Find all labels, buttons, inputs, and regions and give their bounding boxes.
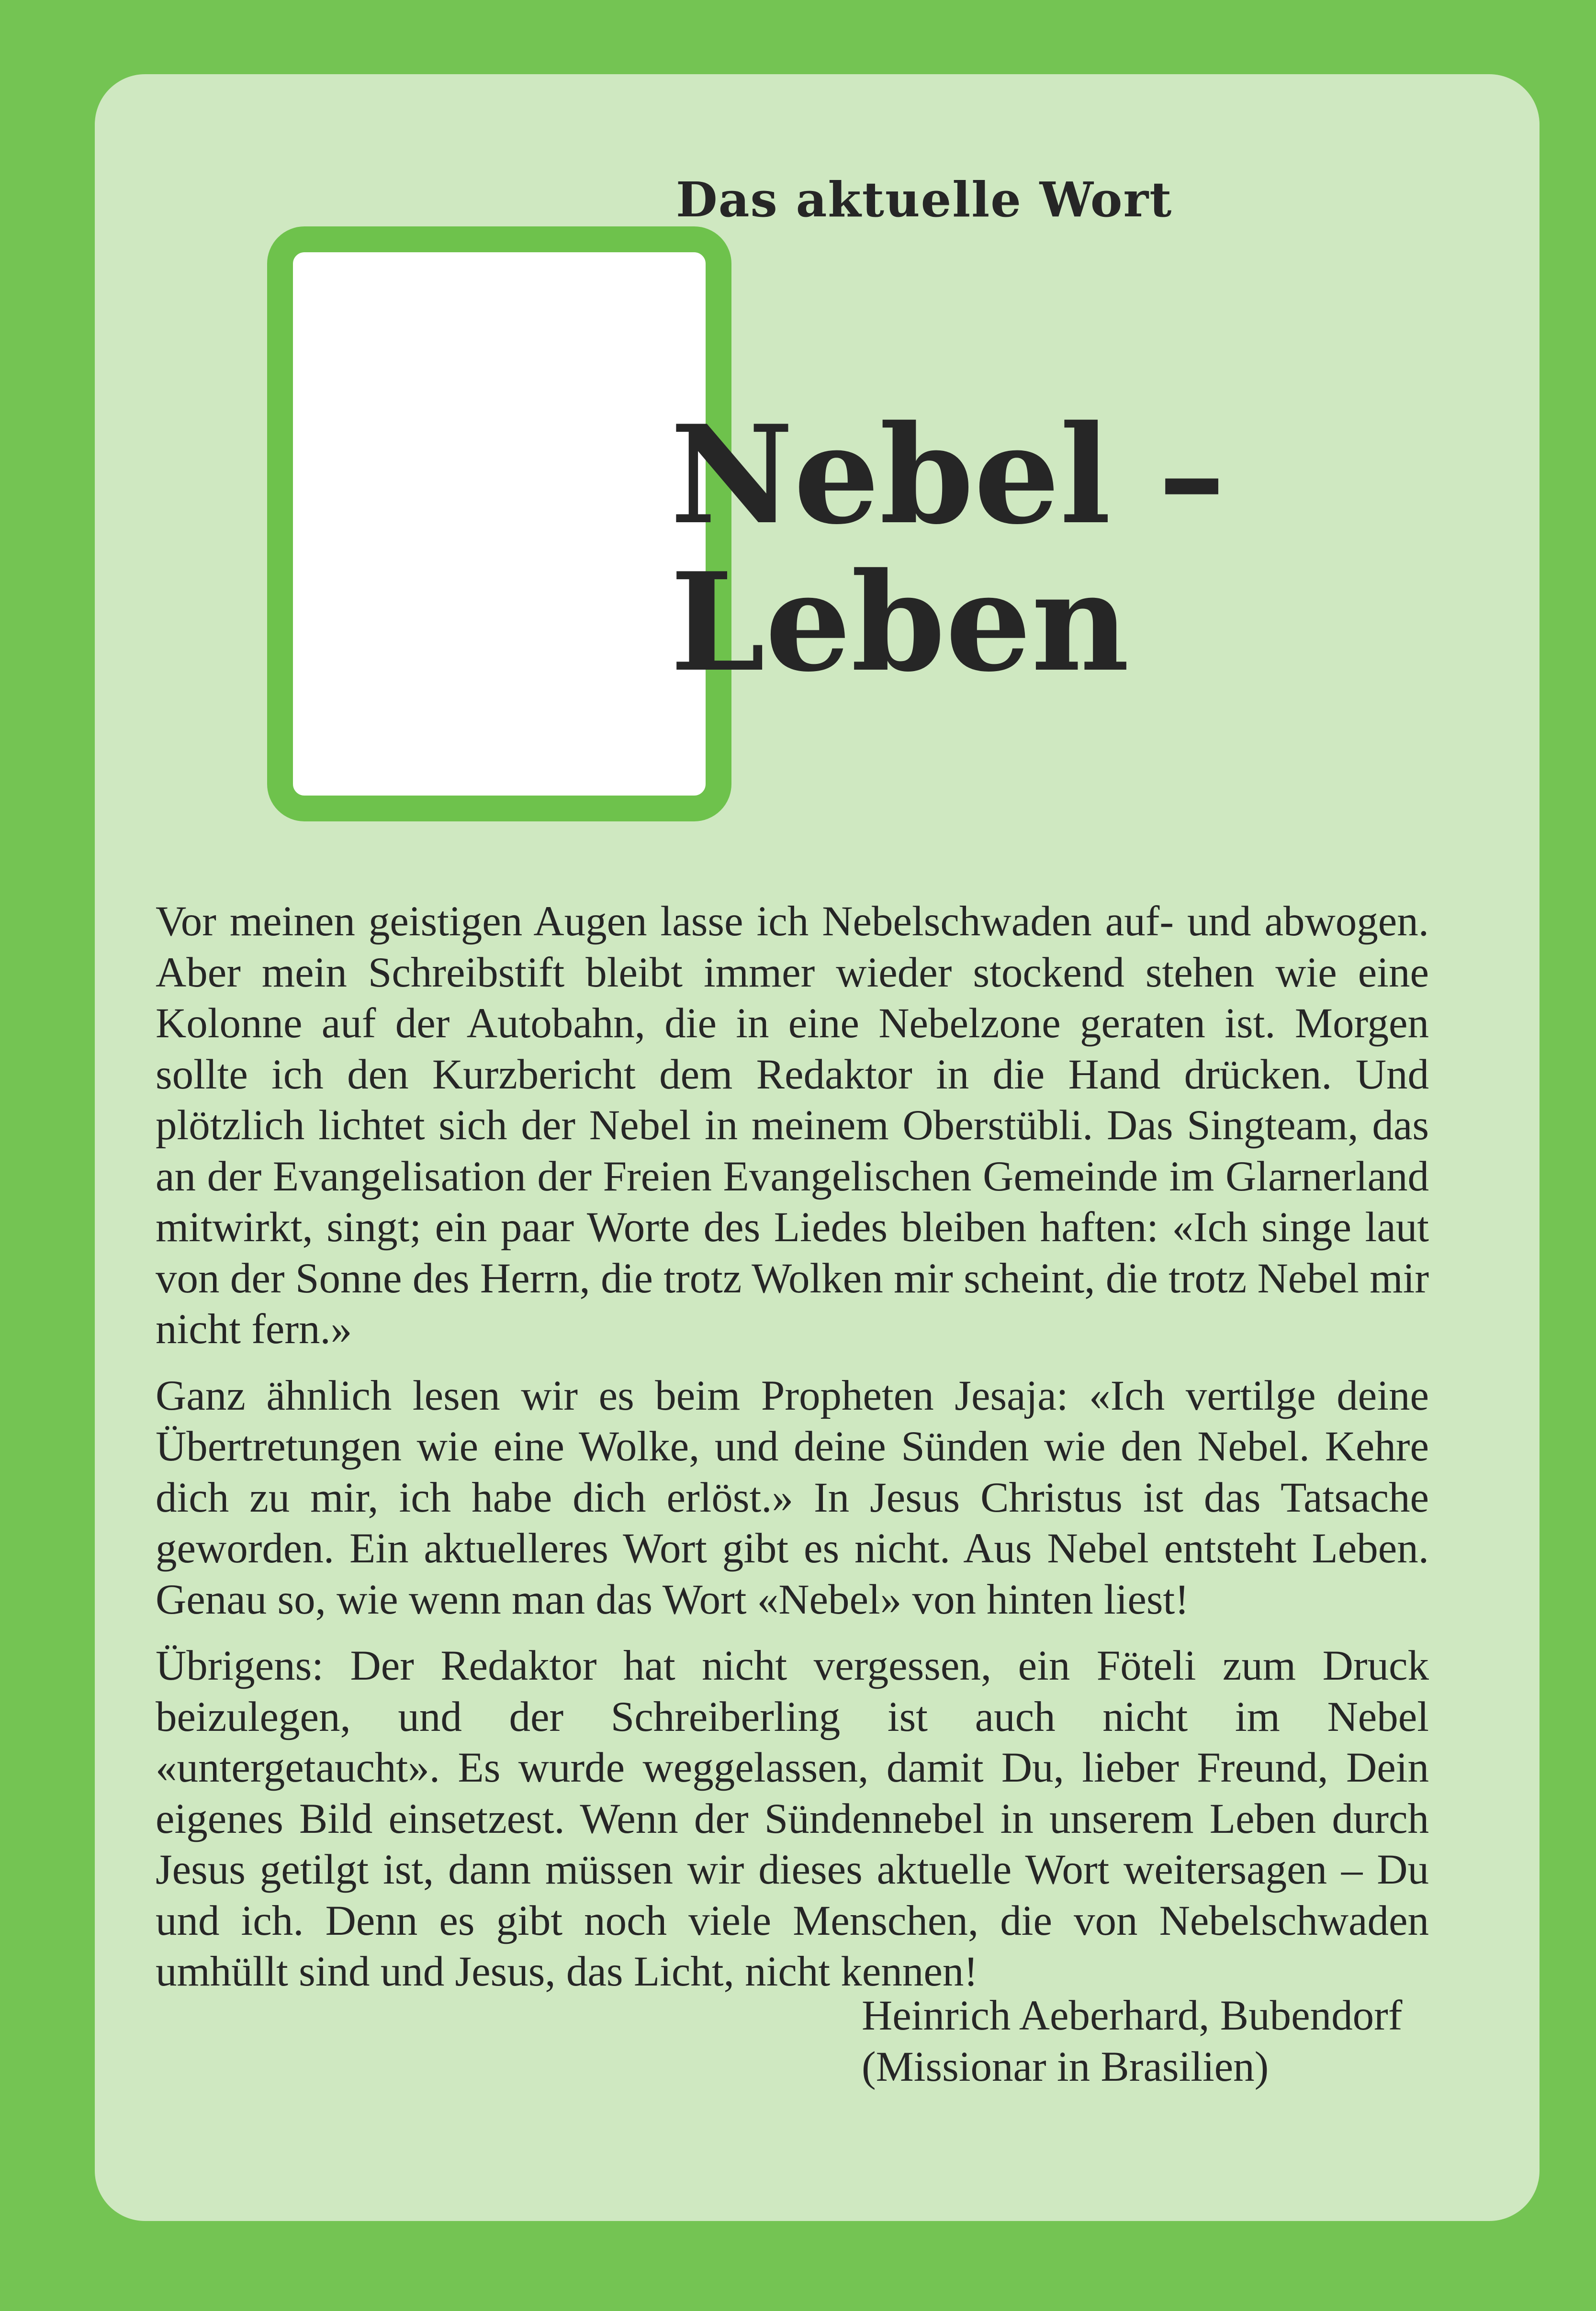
author-signature xyxy=(862,1990,1402,2092)
paragraph-2: Ganz ähnlich lesen wir es beim Propheten Jesaja: «Ich vertilge deine Übertretungen wie eine Wolke, und deine Sünden wie den Nebel. Kehre dich zu mir, ich habe dich erlöst.» In Jesus Christus ist das Tatsache geworden. Ein aktuelleres Wort gibt es nicht. Aus Nebel entsteht Leben. Genau so, wie wenn man das Wort «Nebel» von hinten liest! xyxy=(156,1372,1429,1623)
paragraph-1: Vor meinen geistigen Augen lasse ich Nebelschwaden auf- und abwogen. Aber mein Schreibstift bleibt immer wieder stockend stehen wie eine Kolonne auf der Autobahn, die in eine Nebelzone geraten ist. Morgen sollte ich den Kurzbericht dem Redaktor in die Hand drücken. Und plötzlich lichtet sich der Nebel in meinem Oberstübli. Das Singteam, das an der Evangelisation der Freien Evangelischen Gemeinde im Glarnerland mitwirkt, singt; ein paar Worte des Liedes bleiben haften: «Ich singe laut von der Sonne des Herrn, die trotz Wolken mir scheint, die trotz Nebel mir nicht fern.» xyxy=(156,898,1429,1353)
article-title xyxy=(670,395,1245,702)
article-body xyxy=(156,896,1429,2013)
author-role: (Missionar in Brasilien) xyxy=(862,2043,1269,2090)
author-name: Heinrich Aeberhard, Bubendorf xyxy=(862,1992,1403,2039)
empty-photo-frame xyxy=(267,226,731,821)
paragraph-3: Übrigens: Der Redaktor hat nicht vergessen, ein Föteli zum Druck beizulegen, und der Schreiberling ist auch nicht im Nebel «untergetaucht». Es wurde weggelassen, damit Du, lieber Freund, Dein eigenes Bild einsetzest. Wenn der Sündennebel in unserem Leben durch Jesus getilgt ist, dann müssen wir dieses aktuelle Wort weitersagen – Du und ich. Denn es gibt noch viele Menschen, die von Nebelschwaden umhüllt sind und Jesus, das Licht, nicht kennen! xyxy=(156,1642,1429,1995)
section-kicker: Das aktuelle Wort xyxy=(676,171,1173,228)
title-line-1: Nebel – xyxy=(670,395,1226,554)
title-line-2: Leben xyxy=(670,543,1130,702)
